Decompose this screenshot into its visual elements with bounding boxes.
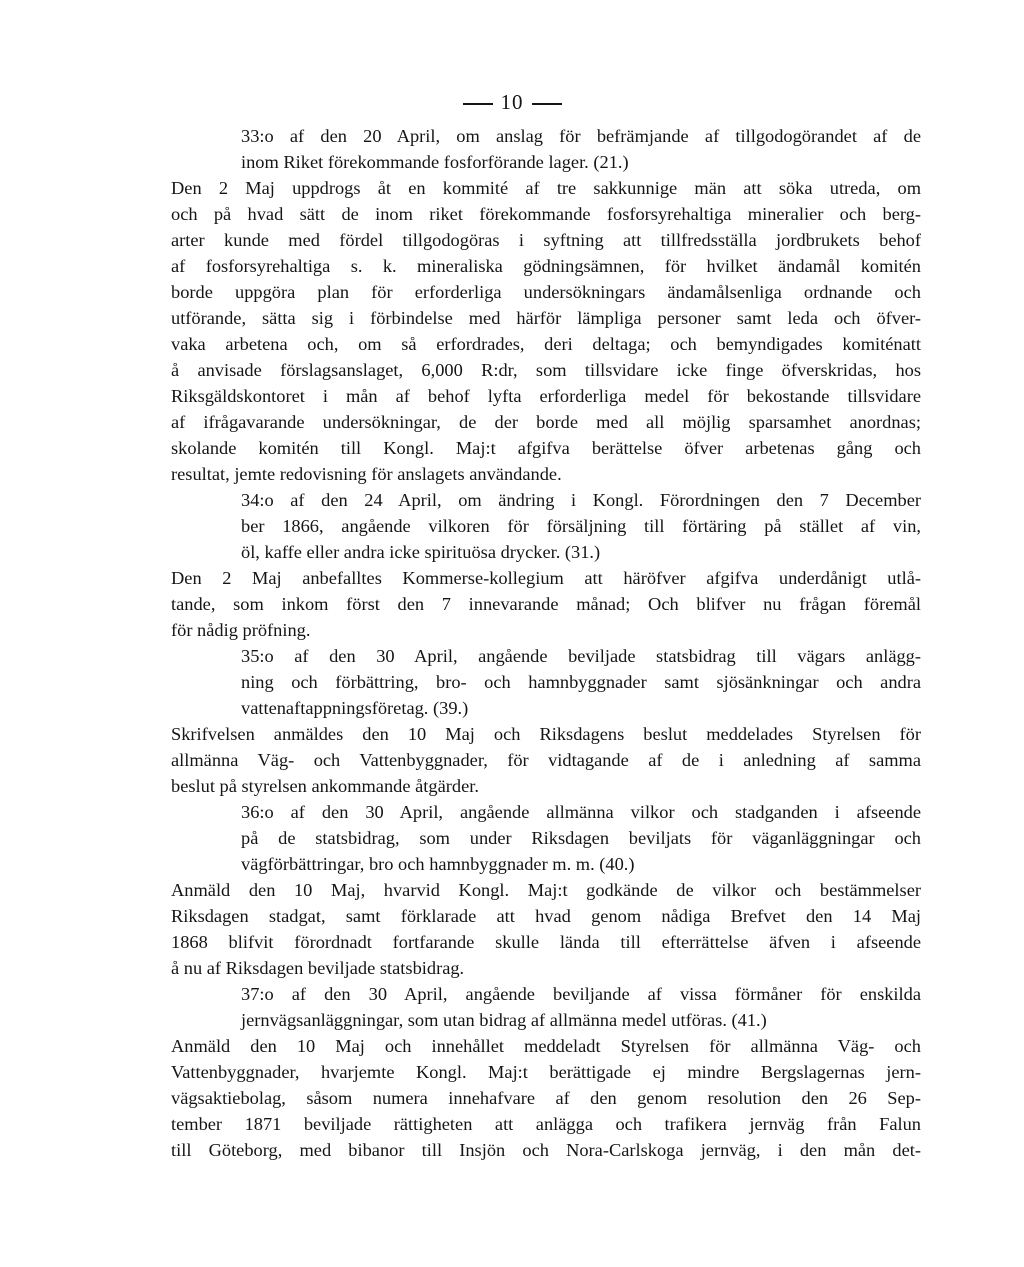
paragraph-36-line-3: 1868 blifvit förordnadt fortfarande skulle lända till efterrättelse äfven i afseende: [171, 932, 921, 952]
paragraph-33-line-11: skolande komitén till Kongl. Maj:t afgifva berättelse öfver arbetenas gång och: [171, 438, 921, 458]
item-36-line-2: på de statsbidrag, som under Riksdagen beviljats för väganläggningar och: [241, 828, 921, 848]
page-number-text: 10: [500, 90, 524, 114]
page-number-dash-right: [532, 103, 562, 105]
page-number-dash-left: [463, 103, 493, 105]
item-33-line-1: 33:o af den 20 April, om anslag för befrämjande af tillgodogörandet af de: [241, 126, 921, 146]
paragraph-37-line-5: till Göteborg, med bibanor till Insjön och Nora-Carlskoga jernväg, i den mån det-: [171, 1140, 921, 1160]
paragraph-33-line-12: resultat, jemte redovisning för anslagets användande.: [171, 464, 562, 484]
paragraph-33-line-7: vaka arbetena och, om så erfordrades, deri deltaga; och bemyndigades komiténatt: [171, 334, 921, 354]
paragraph-33-line-2: och på hvad sätt de inom riket förekommande fosforsyrehaltiga mineralier och berg-: [171, 204, 921, 224]
paragraph-37-line-1: Anmäld den 10 Maj och innehållet meddeladt Styrelsen för allmänna Väg- och: [171, 1036, 921, 1056]
paragraph-36-line-2: Riksdagen stadgat, samt förklarade att hvad genom nådiga Brefvet den 14 Maj: [171, 906, 921, 926]
paragraph-33-line-5: borde uppgöra plan för erforderliga undersökningars ändamålsenliga ordnande och: [171, 282, 921, 302]
item-36-line-3: vägförbättringar, bro och hamnbyggnader m. m. (40.): [241, 854, 635, 874]
paragraph-35-line-1: Skrifvelsen anmäldes den 10 Maj och Riksdagens beslut meddelades Styrelsen för: [171, 724, 921, 744]
paragraph-37-line-3: vägsaktiebolag, såsom numera innehafvare af den genom resolution den 26 Sep-: [171, 1088, 921, 1108]
item-35-line-3: vattenaftappningsföretag. (39.): [241, 698, 469, 718]
item-37-line-1: 37:o af den 30 April, angående beviljande af vissa förmåner för enskilda: [241, 984, 921, 1004]
item-35-line-2: ning och förbättring, bro- och hamnbyggnader samt sjösänkningar och andra: [241, 672, 921, 692]
item-34-line-3: öl, kaffe eller andra icke spirituösa drycker. (31.): [241, 542, 601, 562]
paragraph-33-line-3: arter kunde med fördel tillgodogöras i syftning att tillfredsställa jordbrukets behof: [171, 230, 921, 250]
paragraph-34-line-3: för nådig pröfning.: [171, 620, 311, 640]
item-35-line-1: 35:o af den 30 April, angående beviljade statsbidrag till vägars anlägg-: [241, 646, 921, 666]
item-34-line-1: 34:o af den 24 April, om ändring i Kongl. Förordningen den 7 December: [241, 490, 921, 510]
item-34-line-2: ber 1866, angående vilkoren för försäljning till förtäring på stället af vin,: [241, 516, 921, 536]
item-37-line-2: jernvägsanläggningar, som utan bidrag af allmänna medel utföras. (41.): [241, 1010, 767, 1030]
item-33-line-2: inom Riket förekommande fosforförande lager. (21.): [241, 152, 629, 172]
paragraph-36-line-1: Anmäld den 10 Maj, hvarvid Kongl. Maj:t godkände de vilkor och bestämmelser: [171, 880, 921, 900]
paragraph-33-line-4: af fosforsyrehaltiga s. k. mineraliska gödningsämnen, för hvilket ändamål komitén: [171, 256, 921, 276]
item-36-line-1: 36:o af den 30 April, angående allmänna vilkor och stadganden i afseende: [241, 802, 921, 822]
paragraph-36-line-4: å nu af Riksdagen beviljade statsbidrag.: [171, 958, 465, 978]
page-number: [0, 90, 1024, 114]
paragraph-33-line-10: af ifrågavarande undersökningar, de der borde med all möjlig sparsamhet anordnas;: [171, 412, 921, 432]
paragraph-34-line-2: tande, som inkom först den 7 innevarande månad; Och blifver nu frågan föremål: [171, 594, 921, 614]
paragraph-37-line-2: Vattenbyggnader, hvarjemte Kongl. Maj:t berättigade ej mindre Bergslagernas jern-: [171, 1062, 921, 1082]
paragraph-37-line-4: tember 1871 beviljade rättigheten att anlägga och trafikera jernväg från Falun: [171, 1114, 921, 1134]
paragraph-34-line-1: Den 2 Maj anbefalltes Kommerse-kollegium att häröfver afgifva underdånigt utlå-: [171, 568, 921, 588]
paragraph-33-line-1: Den 2 Maj uppdrogs åt en kommité af tre sakkunnige män att söka utreda, om: [171, 178, 921, 198]
paragraph-35-line-3: beslut på styrelsen ankommande åtgärder.: [171, 776, 479, 796]
paragraph-33-line-6: utförande, sätta sig i förbindelse med härför lämpliga personer samt leda och öfver-: [171, 308, 921, 328]
paragraph-35-line-2: allmänna Väg- och Vattenbyggnader, för vidtagande af de i anledning af samma: [171, 750, 921, 770]
paragraph-33-line-9: Riksgäldskontoret i mån af behof lyfta erforderliga medel för bekostande tillsvidare: [171, 386, 921, 406]
paragraph-33-line-8: å anvisade förslagsanslaget, 6,000 R:dr, som tillsvidare icke finge öfverskridas, hos: [171, 360, 921, 380]
